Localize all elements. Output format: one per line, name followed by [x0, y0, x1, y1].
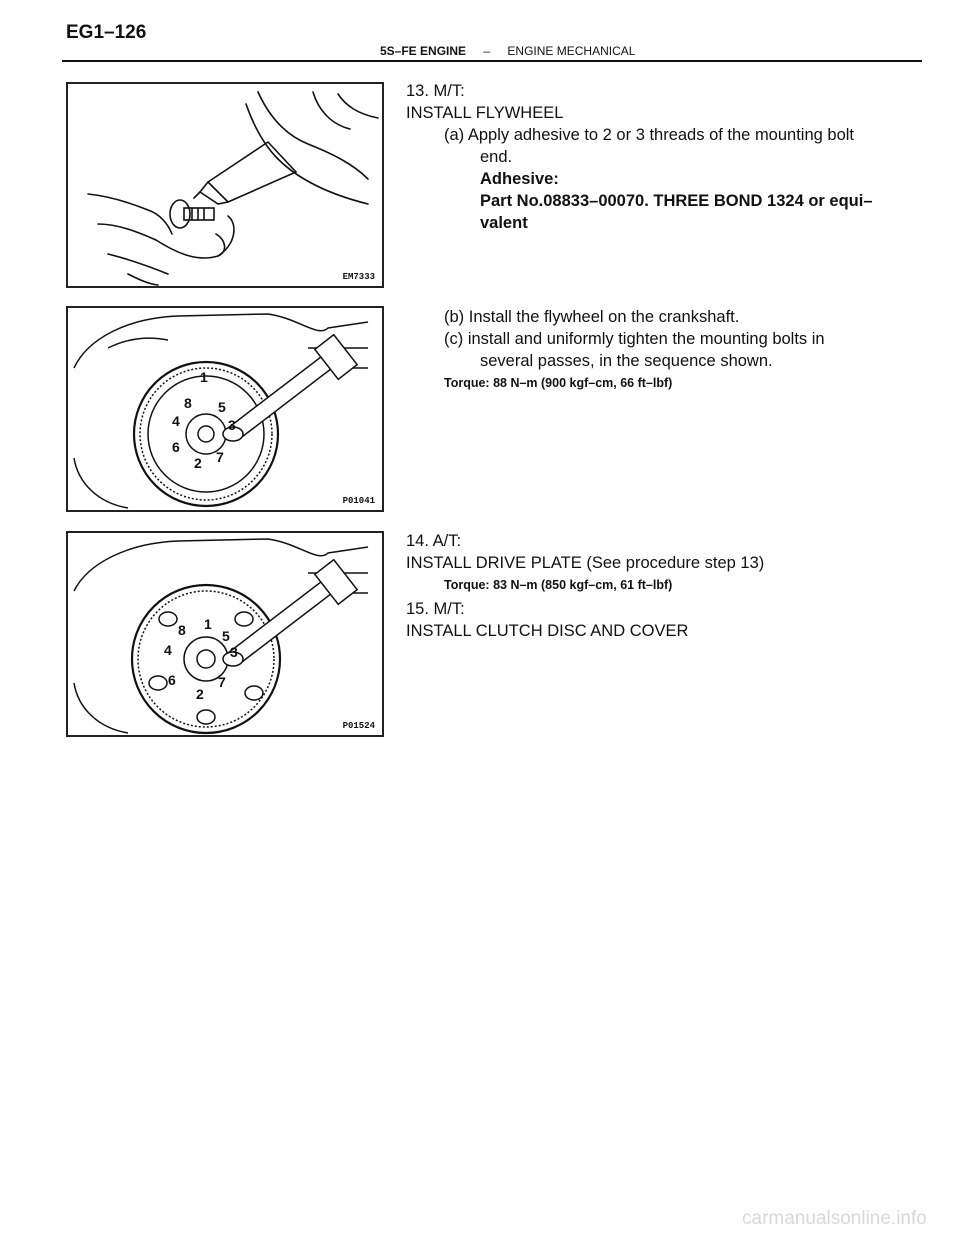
figure-code: P01524	[342, 721, 375, 731]
bolt-label-5: 5	[218, 399, 226, 415]
header-section: ENGINE MECHANICAL	[507, 44, 636, 58]
step-13c: (c) install and uniformly tighten the mounting bolts in	[444, 330, 825, 348]
page-number: EG1–126	[66, 22, 147, 43]
adhesive-label: Adhesive:	[480, 170, 559, 188]
step-15-block	[406, 598, 688, 642]
step-13-install-block	[406, 306, 825, 392]
bolt-label-7: 7	[218, 674, 226, 690]
step-13a-cont: end.	[480, 148, 513, 166]
step-14-block	[406, 530, 764, 594]
bolt-label-6: 6	[172, 439, 180, 455]
figure-flywheel	[66, 306, 384, 512]
bolt-label-5: 5	[222, 628, 230, 644]
bolt-label-2: 2	[194, 455, 202, 471]
header-rule	[62, 60, 922, 62]
step-13-block	[406, 80, 873, 234]
figure-code: EM7333	[342, 272, 375, 282]
header-engine: 5S–FE ENGINE	[380, 44, 467, 58]
step-13-heading: 13. M/T:	[406, 82, 465, 100]
torque-spec-drive-plate: Torque: 83 N–m (850 kgf–cm, 61 ft–lbf)	[444, 578, 673, 592]
step-13c-cont: several passes, in the sequence shown.	[480, 352, 773, 370]
bolt-label-8: 8	[178, 622, 186, 638]
step-14-title: INSTALL DRIVE PLATE (See procedure step 13)	[406, 554, 765, 572]
header-separator: –	[483, 44, 491, 58]
bolt-label-4: 4	[172, 413, 180, 429]
drive-plate-bolt-sequence-illustration	[68, 533, 382, 735]
adhesive-application-illustration	[68, 84, 382, 286]
figure-adhesive	[66, 82, 384, 288]
bolt-label-2: 2	[196, 686, 204, 702]
watermark: carmanualsonline.info	[742, 1208, 927, 1229]
adhesive-part: Part No.08833–00070. THREE BOND 1324 or equi–	[480, 192, 873, 210]
step-13b: (b) Install the flywheel on the crankshaft.	[444, 308, 740, 326]
bolt-label-1: 1	[200, 369, 208, 385]
step-13-title: INSTALL FLYWHEEL	[406, 104, 564, 122]
step-13a: (a) Apply adhesive to 2 or 3 threads of the mounting bolt	[444, 126, 855, 144]
torque-spec-flywheel: Torque: 88 N–m (900 kgf–cm, 66 ft–lbf)	[444, 376, 673, 390]
bolt-label-1: 1	[204, 616, 212, 632]
flywheel-bolt-sequence-illustration	[68, 308, 382, 510]
header-title	[380, 44, 635, 58]
bolt-label-3: 3	[230, 644, 238, 660]
bolt-label-7: 7	[216, 449, 224, 465]
step-14-heading: 14. A/T:	[406, 532, 462, 550]
bolt-label-3: 3	[228, 417, 236, 433]
bolt-label-4: 4	[164, 642, 172, 658]
bolt-label-6: 6	[168, 672, 176, 688]
bolt-label-8: 8	[184, 395, 192, 411]
adhesive-part-cont: valent	[480, 214, 528, 232]
figure-drive-plate	[66, 531, 384, 737]
step-15-heading: 15. M/T:	[406, 600, 465, 618]
step-15-title: INSTALL CLUTCH DISC AND COVER	[406, 622, 689, 640]
figure-code: P01041	[342, 496, 375, 506]
